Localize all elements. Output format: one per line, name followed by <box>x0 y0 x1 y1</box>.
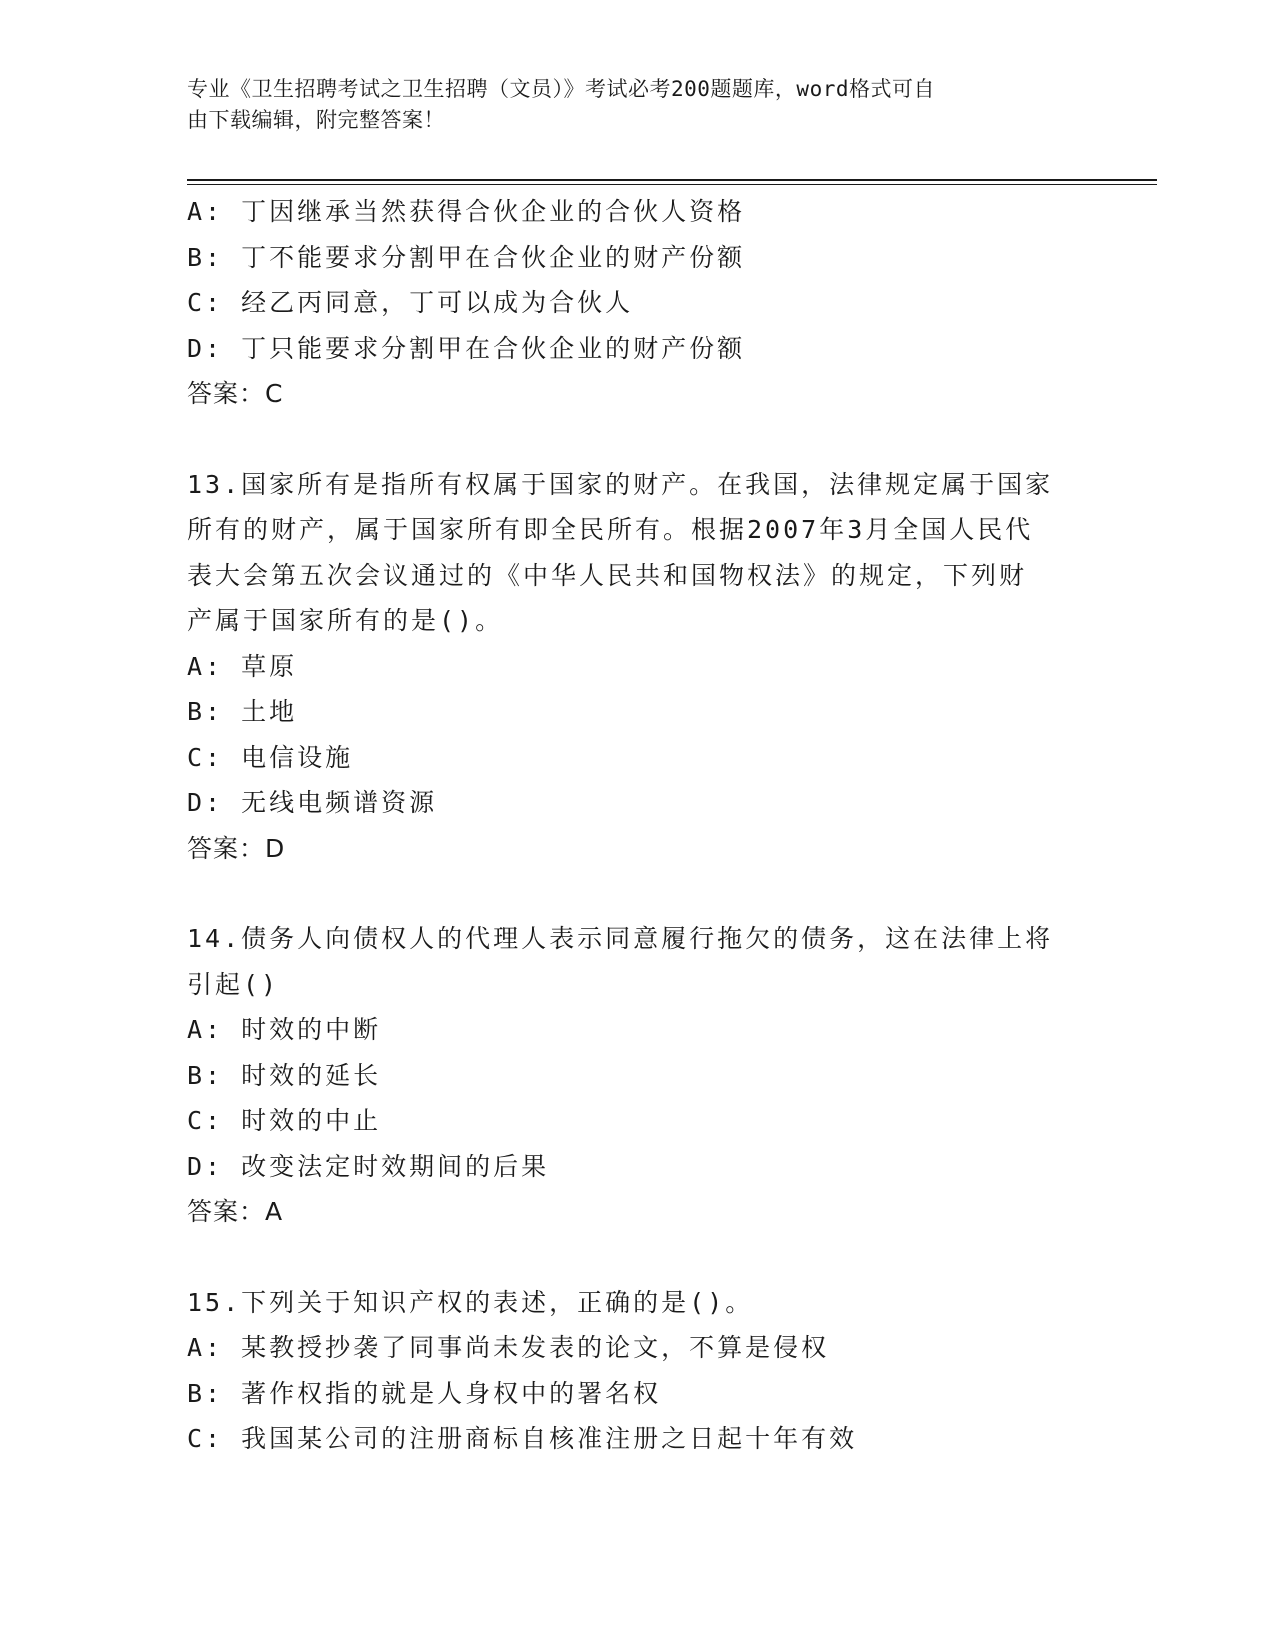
option-b: B: 著作权指的就是人身权中的署名权 <box>187 1378 662 1408</box>
question-text <box>187 462 1067 644</box>
question-12 <box>187 189 1087 417</box>
answer-line: 答案：C <box>187 379 284 408</box>
option-d: D: 丁只能要求分割甲在合伙企业的财产份额 <box>187 333 746 363</box>
question-15 <box>187 1280 1087 1462</box>
option-c: C: 电信设施 <box>187 742 354 772</box>
header-divider-thick <box>187 179 1157 181</box>
question-text-line: 15.下列关于知识产权的表述，正确的是()。 <box>187 1287 754 1317</box>
question-text <box>187 1280 1067 1326</box>
question-text-line: 所有的财产，属于国家所有即全民所有。根据2007年3月全国人民代 <box>187 515 1034 544</box>
header-line-2: 由下载编辑，附完整答案！ <box>187 108 445 132</box>
option-a: A: 某教授抄袭了同事尚未发表的论文，不算是侵权 <box>187 1333 830 1362</box>
question-spacer <box>187 417 1087 462</box>
option-c: C: 经乙丙同意，丁可以成为合伙人 <box>187 288 634 317</box>
option-b: B: 土地 <box>187 697 298 726</box>
question-text-line: 产属于国家所有的是()。 <box>187 606 504 635</box>
option-b: B: 时效的延长 <box>187 1060 382 1090</box>
question-text-line: 引起() <box>187 969 280 999</box>
question-text <box>187 916 1067 1007</box>
question-13 <box>187 462 1087 872</box>
answer-line: 答案：A <box>187 1197 284 1226</box>
option-d: D: 无线电频谱资源 <box>187 788 438 817</box>
option-d: D: 改变法定时效期间的后果 <box>187 1151 550 1181</box>
header-divider-thin <box>187 184 1157 185</box>
question-spacer <box>187 871 1087 916</box>
question-spacer <box>187 1235 1087 1280</box>
option-a: A: 时效的中断 <box>187 1015 382 1044</box>
answer-line: 答案：D <box>187 833 286 863</box>
question-list <box>187 189 1087 1462</box>
document-header <box>187 74 1077 136</box>
question-14 <box>187 916 1087 1235</box>
option-b: B: 丁不能要求分割甲在合伙企业的财产份额 <box>187 242 746 272</box>
option-c: C: 我国某公司的注册商标自核准注册之日起十年有效 <box>187 1424 858 1453</box>
option-a: A: 草原 <box>187 651 298 681</box>
option-a: A: 丁因继承当然获得合伙企业的合伙人资格 <box>187 197 746 226</box>
question-text-line: 13.国家所有是指所有权属于国家的财产。在我国，法律规定属于国家 <box>187 469 1054 499</box>
question-text-line: 14.债务人向债权人的代理人表示同意履行拖欠的债务，这在法律上将 <box>187 924 1054 953</box>
question-text-line: 表大会第五次会议通过的《中华人民共和国物权法》的规定，下列财 <box>187 560 1028 590</box>
header-line-1: 专业《卫生招聘考试之卫生招聘（文员）》考试必考200题题库，word格式可自 <box>187 77 935 101</box>
option-c: C: 时效的中止 <box>187 1106 382 1135</box>
